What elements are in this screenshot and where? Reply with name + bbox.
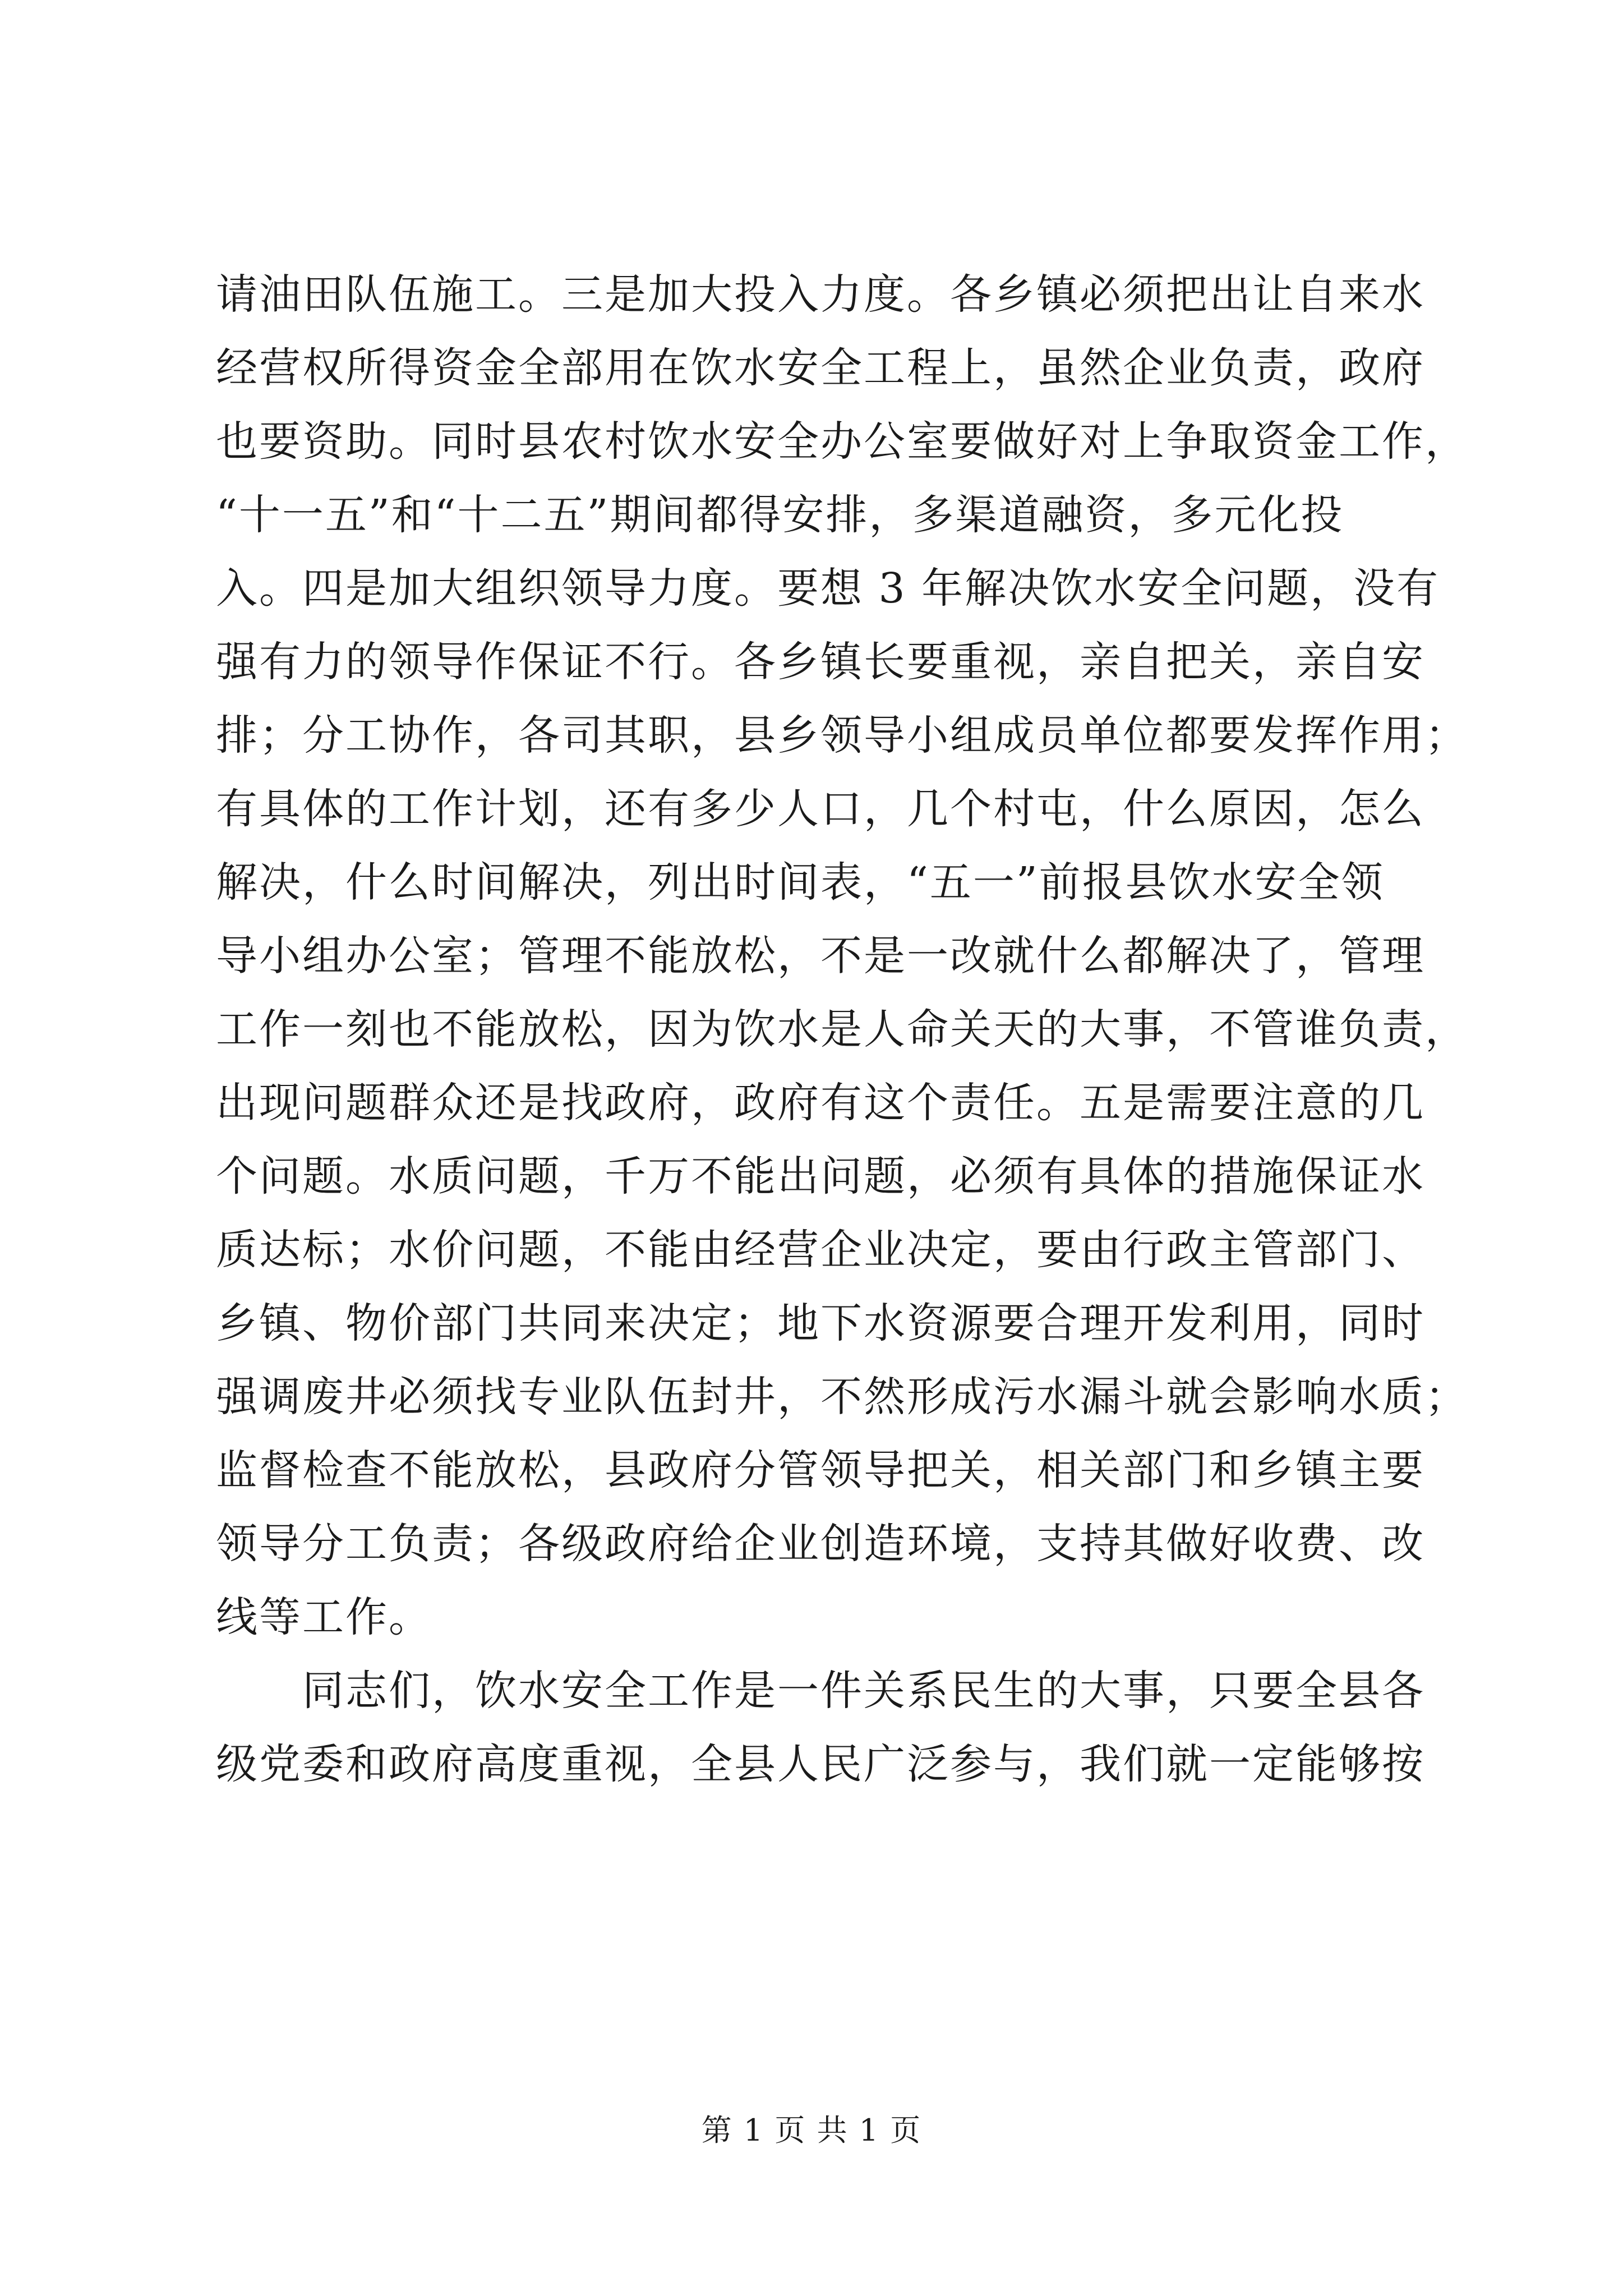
text-line: 级党委和政府高度重视，全县人民广泛参与，我们就一定能够按 — [216, 1740, 1425, 1788]
text-line: 请油田队伍施工。三是加大投入力度。各乡镇必须把出让自来水 — [216, 270, 1425, 319]
text-line: 导小组办公室；管理不能放松，不是一改就什么都解决了，管理 — [216, 932, 1425, 980]
text-line: 入。四是加大组织领导力度。要想 3 年解决饮水安全问题，没有 — [216, 564, 1440, 613]
text-line: 个问题。水质问题，千万不能出问题，必须有具体的措施保证水 — [216, 1152, 1425, 1200]
text-line: 有具体的工作计划，还有多少人口，几个村屯，什么原因，怎么 — [216, 785, 1425, 833]
text-line: 也要资助。同时县农村饮水安全办公室要做好对上争取资金工作， — [216, 417, 1468, 466]
text-line: 解决，什么时间解决，列出时间表，“五一”前报县饮水安全领 — [216, 858, 1385, 907]
text-line: 经营权所得资金全部用在饮水安全工程上，虽然企业负责，政府 — [216, 344, 1425, 392]
text-line: “十一五”和“十二五”期间都得安排，多渠道融资，多元化投 — [216, 491, 1344, 539]
text-line: 乡镇、物价部门共同来决定；地下水资源要合理开发利用，同时 — [216, 1299, 1425, 1347]
text-line: 工作一刻也不能放松，因为饮水是人命关天的大事，不管谁负责， — [216, 1005, 1468, 1053]
text-line: 线等工作。 — [216, 1593, 432, 1641]
text-line: 监督检查不能放松，县政府分管领导把关，相关部门和乡镇主要 — [216, 1446, 1425, 1494]
text-line: 领导分工负责；各级政府给企业创造环境，支持其做好收费、改 — [216, 1520, 1425, 1568]
text-line: 排；分工协作，各司其职，县乡领导小组成员单位都要发挥作用； — [216, 711, 1468, 760]
body-text — [216, 258, 1478, 1801]
text-line: 质达标；水价问题，不能由经营企业决定，要由行政主管部门、 — [216, 1226, 1425, 1274]
page-number-footer: 第 1 页 共 1 页 — [701, 2113, 922, 2148]
text-line: 强调废井必须找专业队伍封井，不然形成污水漏斗就会影响水质； — [216, 1373, 1468, 1421]
text-line: 出现问题群众还是找政府，政府有这个责任。五是需要注意的几 — [216, 1079, 1425, 1127]
text-line: 同志们，饮水安全工作是一件关系民生的大事，只要全县各 — [216, 1667, 1425, 1715]
text-line: 强有力的领导作保证不行。各乡镇长要重视，亲自把关，亲自安 — [216, 638, 1425, 686]
